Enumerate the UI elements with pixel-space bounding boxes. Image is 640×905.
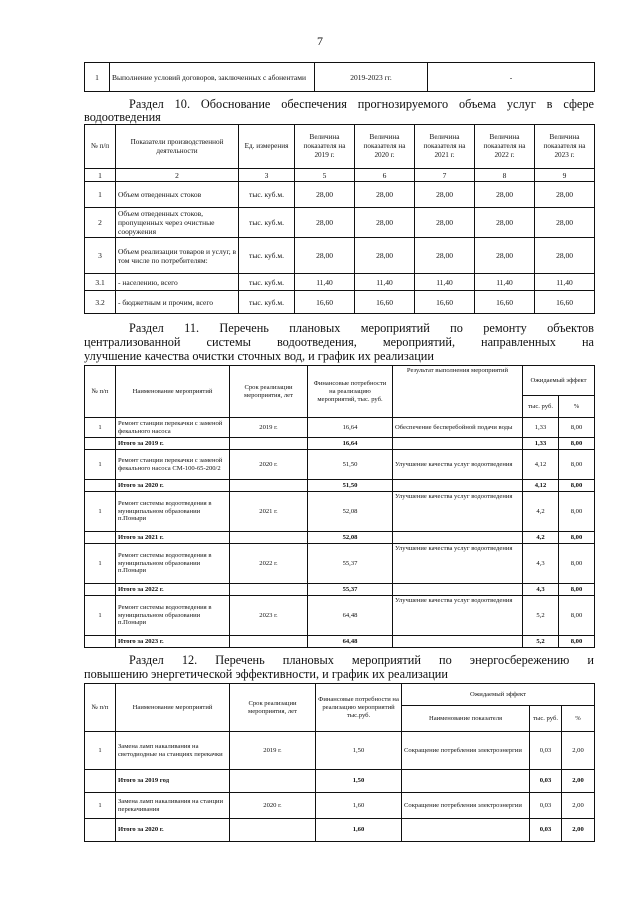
column-header: Финансовые потребности на реализацию мероприятий тыс.руб. [316,684,402,732]
column-header: % [559,396,595,418]
total-row [85,438,595,450]
row-number: 1 [85,418,116,438]
total-label: Итого за 2021 г. [116,532,230,544]
period: 2019 г. [230,418,308,438]
column-header: № п/п [85,125,116,169]
row-number: 1 [85,732,116,770]
column-header: Наименование мероприятий [116,684,230,732]
column-header: тыс. руб. [530,706,562,732]
row-number: 1 [85,63,110,92]
period: 2020 г. [230,450,308,480]
effect-rub: 4,2 [523,492,559,532]
column-header: Результат выполнения мероприятий [393,366,523,418]
indicator-name: Объем реализации товаров и услуг, в том числе по потребителям: [116,238,239,274]
finance: 1,50 [316,732,402,770]
value-2021: 28,00 [415,238,475,274]
section12-title-line1: Раздел 12. Перечень плановых мероприятий по энергосбережению и [129,653,594,667]
effect-pct: 8,00 [559,418,595,438]
section11-title-line3: улучшение качества очистки сточных вод, и график их реализации [84,349,434,363]
table-row [85,450,595,480]
value-2020: 28,00 [355,238,415,274]
effect-pct: 8,00 [559,492,595,532]
effect-pct: 2,00 [562,770,595,793]
unit: тыс. куб.м. [239,238,295,274]
column-index: 7 [415,169,475,182]
section11-table [84,365,595,648]
measure-name: Ремонт системы водоотведения в муниципальном образовании п.Поныри [116,596,230,636]
table-row [85,208,595,238]
value-2020: 11,40 [355,274,415,291]
row-number: 1 [85,492,116,532]
column-header: Ожидаемый эффект [402,684,595,706]
effect-rub: 5,2 [523,596,559,636]
total-row [85,480,595,492]
total-label: Итого за 2020 г. [116,819,230,842]
section11-title-line1: Раздел 11. Перечень плановых мероприятий по ремонту объектов [129,321,594,335]
period: 2023 г. [230,596,308,636]
effect-pct: 2,00 [562,819,595,842]
unit: тыс. куб.м. [239,208,295,238]
total-label: Итого за 2022 г. [116,584,230,596]
column-header: % [562,706,595,732]
column-header: № п/п [85,366,116,418]
effect-rub: 1,33 [523,418,559,438]
section10-title-line1: Раздел 10. Обоснование обеспечения прогнозируемого объема услуг в сфере [129,97,594,111]
indicator-name: - населению, всего [116,274,239,291]
effect-pct: 8,00 [559,596,595,636]
effect-pct: 8,00 [559,636,595,648]
value-2019: 28,00 [295,182,355,208]
effect-rub: 0,03 [530,793,562,819]
value-2022: 28,00 [475,238,535,274]
effect-rub: 4,12 [523,450,559,480]
finance: 55,37 [308,584,393,596]
column-header: Ожидаемый эффект [523,366,595,396]
indicator: Сокращение потребления электроэнергии [402,732,530,770]
period: 2020 г. [230,793,316,819]
value-2020: 16,60 [355,291,415,314]
indicator-name: Объем отведенных стоков, пропущенных через очистные сооружения [116,208,239,238]
finance: 1,50 [316,770,402,793]
effect-rub: 4,12 [523,480,559,492]
column-header: Финансовые потребности на реализацию мероприятий, тыс. руб. [308,366,393,418]
table-header-row [85,125,595,169]
result: - [428,63,595,92]
column-index: 1 [85,169,116,182]
table-row [85,544,595,584]
total-row [85,819,595,842]
finance: 64,48 [308,596,393,636]
section11-title-line2: централизованной системы водоотведения, мероприятий, направленных на [84,335,594,349]
column-header: Величина показателя на 2019 г. [295,125,355,169]
period: 2019 г. [230,732,316,770]
value-2023: 28,00 [535,208,595,238]
column-index: 2 [116,169,239,182]
section10-table [84,124,595,314]
column-header: Показатели производственной деятельности [116,125,239,169]
column-header: Срок реализации мероприятия, лет [230,684,316,732]
value-2020: 28,00 [355,182,415,208]
total-label: Итого за 2019 год [116,770,230,793]
section12-title-line2: повышению энергетической эффективности, и график их реализации [84,667,448,681]
row-number: 3.1 [85,274,116,291]
finance: 55,37 [308,544,393,584]
section12-table [84,683,595,842]
value-2021: 28,00 [415,182,475,208]
finance: 16,64 [308,438,393,450]
column-header: Величина показателя на 2020 г. [355,125,415,169]
result: Улучшение качества услуг водоотведения [393,450,523,480]
value-2020: 28,00 [355,208,415,238]
effect-rub: 4,3 [523,584,559,596]
row-number: 3 [85,238,116,274]
effect-rub: 4,3 [523,544,559,584]
value-2022: 16,60 [475,291,535,314]
table-row [85,238,595,274]
table-header-row [85,366,595,396]
indicator-name: - бюджетным и прочим, всего [116,291,239,314]
effect-rub: 0,03 [530,732,562,770]
measure-name: Замена ламп накаливания на станции перекачивания [116,793,230,819]
column-header: Величина показателя на 2022 г. [475,125,535,169]
table-row [85,418,595,438]
column-index: 6 [355,169,415,182]
value-2023: 16,60 [535,291,595,314]
total-row [85,770,595,793]
effect-pct: 2,00 [562,793,595,819]
finance: 52,08 [308,492,393,532]
result: Улучшение качества услуг водоотведения [393,596,523,636]
indicator-name: Объем отведенных стоков [116,182,239,208]
value-2019: 28,00 [295,208,355,238]
finance: 1,60 [316,819,402,842]
column-header: Величина показателя на 2023 г. [535,125,595,169]
period: 2022 г. [230,544,308,584]
row-number: 1 [85,450,116,480]
table-row [85,182,595,208]
unit: тыс. куб.м. [239,291,295,314]
effect-pct: 8,00 [559,544,595,584]
row-number: 3.2 [85,291,116,314]
finance: 51,50 [308,450,393,480]
unit: тыс. куб.м. [239,274,295,291]
effect-pct: 8,00 [559,584,595,596]
effect-rub: 1,33 [523,438,559,450]
total-row [85,636,595,648]
column-index: 3 [239,169,295,182]
value-2022: 28,00 [475,208,535,238]
result: Обеспечение бесперебойной подачи воды [393,418,523,438]
unit: тыс. куб.м. [239,182,295,208]
row-number: 1 [85,596,116,636]
indicator: Сокращение потребления электроэнергии [402,793,530,819]
finance: 51,50 [308,480,393,492]
column-header: Наименование показателя [402,706,530,732]
section10-title-line2: водоотведения [84,110,161,124]
row-number: 2 [85,208,116,238]
total-label: Итого за 2019 г. [116,438,230,450]
page-number: 7 [317,34,323,48]
finance: 64,48 [308,636,393,648]
period: 2019-2023 гг. [315,63,428,92]
effect-rub: 0,03 [530,819,562,842]
effect-rub: 4,2 [523,532,559,544]
result: Улучшение качества услуг водоотведения [393,544,523,584]
row-number: 1 [85,182,116,208]
value-2019: 16,60 [295,291,355,314]
value-2021: 28,00 [415,208,475,238]
finance: 16,64 [308,418,393,438]
value-2022: 28,00 [475,182,535,208]
table-row [85,596,595,636]
row-number: 1 [85,793,116,819]
effect-pct: 2,00 [562,732,595,770]
total-label: Итого за 2023 г. [116,636,230,648]
effect-pct: 8,00 [559,532,595,544]
column-index-row [85,169,595,182]
effect-rub: 0,03 [530,770,562,793]
value-2021: 16,60 [415,291,475,314]
top-table [84,62,595,92]
effect-pct: 8,00 [559,480,595,492]
table-row [85,732,595,770]
table-header-row [85,684,595,706]
table-row [85,793,595,819]
column-index: 5 [295,169,355,182]
measure-name: Ремонт системы водоотведения в муниципальном образовании п.Поныри [116,492,230,532]
effect-pct: 8,00 [559,438,595,450]
table-row [85,63,595,92]
value-2023: 28,00 [535,238,595,274]
measure-name: Замена ламп накаливания на светодиодные на станциях перекачки [116,732,230,770]
value-2023: 28,00 [535,182,595,208]
finance: 1,60 [316,793,402,819]
total-row [85,532,595,544]
effect-rub: 5,2 [523,636,559,648]
table-row [85,492,595,532]
result: Улучшение качества услуг водоотведения [393,492,523,532]
finance: 52,08 [308,532,393,544]
column-header: тыс. руб. [523,396,559,418]
value-2019: 28,00 [295,238,355,274]
value-2023: 11,40 [535,274,595,291]
table-row [85,274,595,291]
column-index: 9 [535,169,595,182]
value-2022: 11,40 [475,274,535,291]
effect-pct: 8,00 [559,450,595,480]
period: 2021 г. [230,492,308,532]
total-label: Итого за 2020 г. [116,480,230,492]
measure-name: Выполнение условий договоров, заключенных с абонентами [110,63,315,92]
row-number: 1 [85,544,116,584]
total-row [85,584,595,596]
column-header: № п/п [85,684,116,732]
measure-name: Ремонт станции перекачки с заменой фекального насоса [116,418,230,438]
column-header: Срок реализации мероприятия, лет [230,366,308,418]
measure-name: Ремонт станции перекачки с заменой фекального насоса СМ-100-65-200/2 [116,450,230,480]
column-header: Величина показателя на 2021 г. [415,125,475,169]
value-2019: 11,40 [295,274,355,291]
column-header: Ед. измерения [239,125,295,169]
column-header: Наименование мероприятий [116,366,230,418]
value-2021: 11,40 [415,274,475,291]
measure-name: Ремонт системы водоотведения в муниципальном образовании п.Поныри [116,544,230,584]
column-index: 8 [475,169,535,182]
table-row [85,291,595,314]
